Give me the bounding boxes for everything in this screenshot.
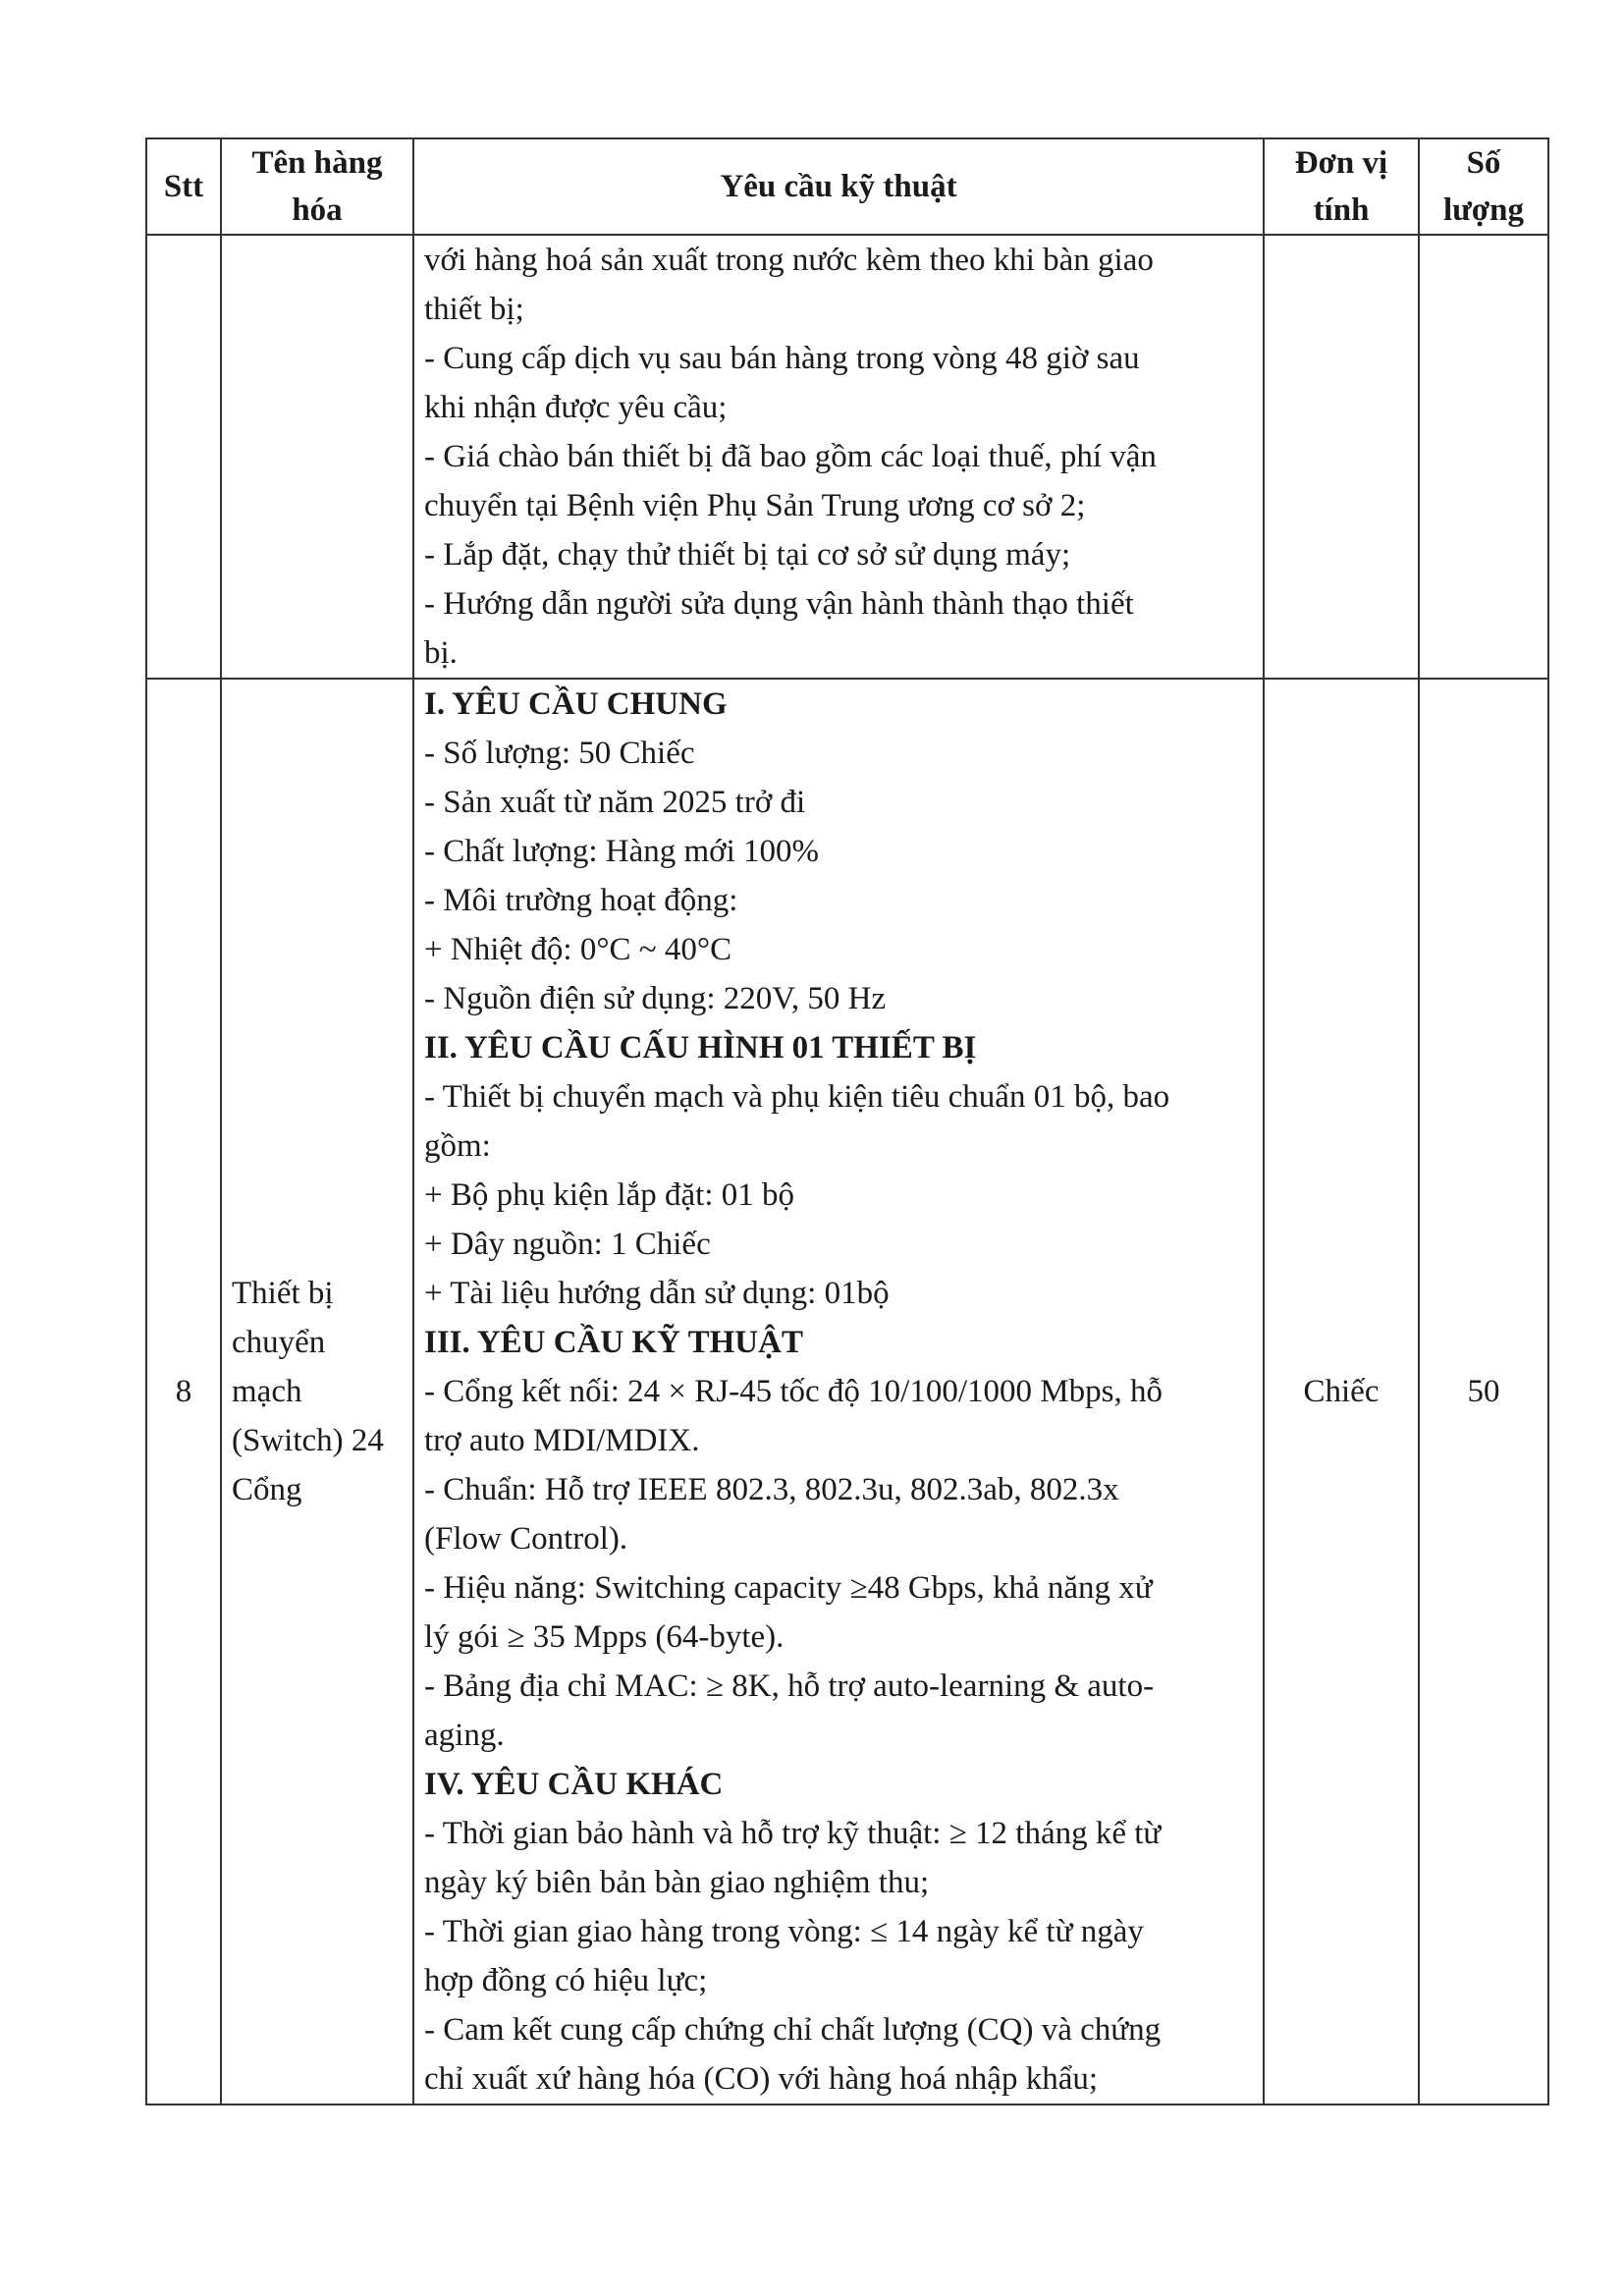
section-heading: I. YÊU CẦU CHUNG	[424, 686, 728, 722]
spec-table	[145, 137, 1549, 2105]
requirement-line: gồm:	[424, 1128, 491, 1164]
requirement-line: - Giá chào bán thiết bị đã bao gồm các loại thuế, phí vận	[424, 439, 1157, 474]
requirement-line: - Nguồn điện sử dụng: 220V, 50 Hz	[424, 981, 887, 1016]
requirement-line: bị.	[424, 635, 458, 671]
requirement-line: - Cung cấp dịch vụ sau bán hàng trong vòng 48 giờ sau	[424, 341, 1140, 376]
item-requirements-cell	[413, 679, 1264, 2105]
requirement-line: - Thiết bị chuyển mạch và phụ kiện tiêu chuẩn 01 bộ, bao	[424, 1079, 1170, 1115]
requirement-line: - Môi trường hoạt động:	[424, 883, 738, 918]
requirement-line: + Dây nguồn: 1 Chiếc	[424, 1227, 711, 1262]
requirement-line: - Hướng dẫn người sửa dụng vận hành thành thạo thiết	[424, 586, 1134, 622]
section-heading: II. YÊU CẦU CẤU HÌNH 01 THIẾT BỊ	[424, 1030, 977, 1066]
requirement-line: lý gói ≥ 35 Mpps (64-byte).	[424, 1619, 785, 1655]
item-stt: 8	[146, 679, 221, 2105]
requirement-line: - Cổng kết nối: 24 × RJ-45 tốc độ 10/100/1000 Mbps, hỗ	[424, 1374, 1163, 1409]
continued-unit-cell	[1264, 235, 1419, 679]
requirement-line: với hàng hoá sản xuất trong nước kèm theo khi bàn giao	[424, 243, 1154, 278]
item-unit: Chiếc	[1264, 679, 1419, 2105]
continued-requirements-cell	[413, 235, 1264, 679]
requirement-line: - Chất lượng: Hàng mới 100%	[424, 834, 819, 869]
table-row-item-8	[146, 679, 1548, 2105]
header-requirements: Yêu cầu kỹ thuật	[413, 138, 1264, 235]
requirement-line: - Lắp đặt, chạy thử thiết bị tại cơ sở sử dụng máy;	[424, 537, 1071, 573]
requirement-line: + Nhiệt độ: 0°C ~ 40°C	[424, 932, 732, 967]
requirement-line: - Chuẩn: Hỗ trợ IEEE 802.3, 802.3u, 802.3ab, 802.3x	[424, 1472, 1119, 1507]
requirement-line: thiết bị;	[424, 292, 524, 327]
requirement-line: - Sản xuất từ năm 2025 trở đi	[424, 785, 806, 820]
item-name: Thiết bị chuyển mạch (Switch) 24 Cổng	[221, 679, 413, 2105]
requirement-line: hợp đồng có hiệu lực;	[424, 1963, 708, 1998]
header-stt: Stt	[146, 138, 221, 235]
continued-name-cell	[221, 235, 413, 679]
requirement-line: chuyển tại Bệnh viện Phụ Sản Trung ương cơ sở 2;	[424, 488, 1086, 523]
table-row-continued	[146, 235, 1548, 679]
continued-quantity-cell	[1419, 235, 1548, 679]
header-name: Tên hàng hóa	[221, 138, 413, 235]
requirement-line: - Cam kết cung cấp chứng chỉ chất lượng (CQ) và chứng	[424, 2012, 1162, 2048]
header-unit: Đơn vị tính	[1264, 138, 1419, 235]
requirement-line: aging.	[424, 1718, 505, 1753]
requirement-line: + Bộ phụ kiện lắp đặt: 01 bộ	[424, 1177, 794, 1213]
requirement-line: - Thời gian bảo hành và hỗ trợ kỹ thuật: ≥ 12 tháng kể từ	[424, 1816, 1162, 1851]
requirement-line: khi nhận được yêu cầu;	[424, 390, 728, 425]
requirement-line: - Hiệu năng: Switching capacity ≥48 Gbps, khả năng xử	[424, 1570, 1153, 1606]
section-heading: III. YÊU CẦU KỸ THUẬT	[424, 1325, 803, 1360]
item-quantity: 50	[1419, 679, 1548, 2105]
requirement-line: + Tài liệu hướng dẫn sử dụng: 01bộ	[424, 1276, 890, 1311]
requirement-line: (Flow Control).	[424, 1521, 628, 1557]
header-quantity: Số lượng	[1419, 138, 1548, 235]
header-row	[146, 138, 1548, 235]
requirement-line: - Bảng địa chỉ MAC: ≥ 8K, hỗ trợ auto-learning & auto-	[424, 1668, 1155, 1704]
continued-stt-cell	[146, 235, 221, 679]
requirement-line: ngày ký biên bản bàn giao nghiệm thu;	[424, 1865, 930, 1900]
requirement-line: trợ auto MDI/MDIX.	[424, 1423, 700, 1458]
requirement-line: - Số lượng: 50 Chiếc	[424, 736, 695, 771]
requirement-line: chỉ xuất xứ hàng hóa (CO) với hàng hoá nhập khẩu;	[424, 2061, 1099, 2097]
section-heading: IV. YÊU CẦU KHÁC	[424, 1767, 724, 1802]
requirement-line: - Thời gian giao hàng trong vòng: ≤ 14 ngày kể từ ngày	[424, 1914, 1144, 1949]
